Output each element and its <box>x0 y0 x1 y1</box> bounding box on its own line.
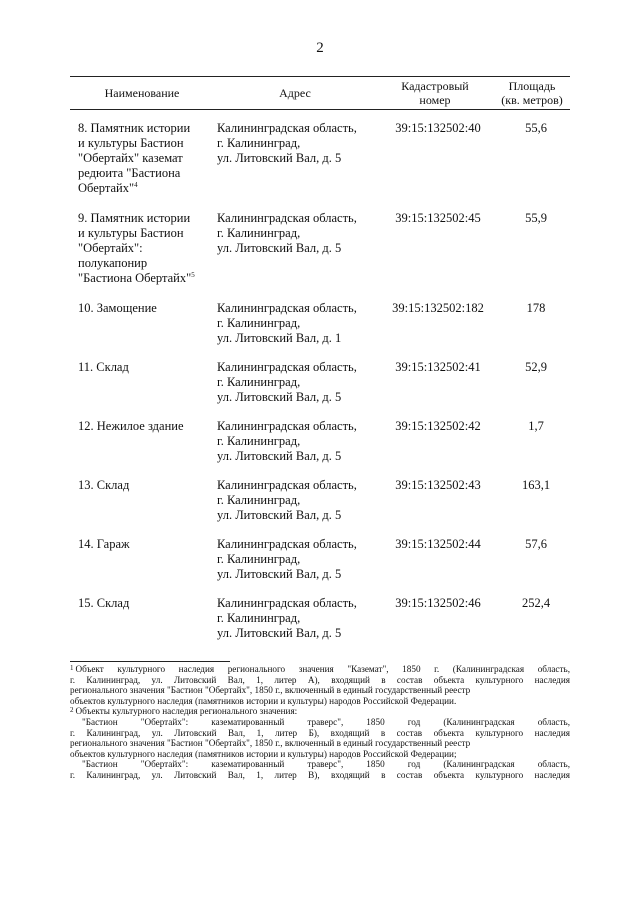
footnote-line <box>70 696 570 707</box>
row-name-text: редюита "Бастиона <box>78 166 181 180</box>
footnote-text: "Бастион "Обертайх": казематированный траверс", 1850 год (Калининградская область, <box>82 716 570 727</box>
row-area: 178 <box>526 301 546 315</box>
table-row <box>70 537 570 596</box>
row-address-line: г. Калининград, <box>217 611 301 625</box>
row-address-line: ул. Литовский Вал, д. 1 <box>217 331 342 345</box>
row-name <box>78 478 214 493</box>
row-cadastral: 39:15:132502:182 <box>392 301 484 315</box>
footnote-line <box>70 728 570 739</box>
row-cadastral: 39:15:132502:40 <box>395 121 481 135</box>
row-address-line: г. Калининград, <box>217 136 301 150</box>
footnote-line <box>70 749 570 760</box>
row-name-text: 10. Замощение <box>78 301 157 315</box>
footnote-divider <box>70 661 230 662</box>
row-address-line: Калининградская область, <box>217 211 357 225</box>
row-address-line: Калининградская область, <box>217 121 357 135</box>
row-name-text: полукапонир <box>78 256 148 270</box>
row-address-line: г. Калининград, <box>217 316 301 330</box>
row-address-line: ул. Литовский Вал, д. 5 <box>217 626 342 640</box>
row-name-line <box>78 596 214 611</box>
row-name <box>78 596 214 611</box>
row-name-line <box>78 226 214 241</box>
row-area: 1,7 <box>528 419 544 433</box>
row-address-line: г. Калининград, <box>217 434 301 448</box>
footnote-line <box>70 738 570 749</box>
row-cadastral: 39:15:132502:41 <box>395 360 481 374</box>
header-cadastral <box>376 77 494 109</box>
row-name-text: 13. Склад <box>78 478 130 492</box>
row-address <box>217 419 377 464</box>
row-cadastral: 39:15:132502:44 <box>395 537 481 551</box>
row-name-line <box>78 121 214 136</box>
row-area: 55,6 <box>525 121 547 135</box>
row-address-line: Калининградская область, <box>217 419 357 433</box>
row-name-line <box>78 360 214 375</box>
header-cadastral-line: номер <box>419 93 451 107</box>
row-address <box>217 211 377 256</box>
row-address-line: ул. Литовский Вал, д. 5 <box>217 390 342 404</box>
header-name: Наименование <box>104 86 180 100</box>
row-address-line: г. Калининград, <box>217 375 301 389</box>
page-number: 2 <box>316 40 324 56</box>
row-address <box>217 596 377 641</box>
row-name-text: и культуры Бастион <box>78 136 184 150</box>
row-cadastral: 39:15:132502:46 <box>395 596 481 610</box>
row-name <box>78 121 214 196</box>
table-row <box>70 360 570 419</box>
row-address-line: ул. Литовский Вал, д. 5 <box>217 567 342 581</box>
row-name-text: "Обертайх" каземат <box>78 151 183 165</box>
row-name-line <box>78 181 214 196</box>
footnote-text: регионального значения "Бастион "Обертайх", 1850 г., включенный в единый государственный реестр <box>70 685 471 696</box>
footnote-text: г. Калининград, ул. Литовский Вал, 1, литер Б), входящий в состав объекта культурного наследия <box>70 727 570 738</box>
row-name-text: 11. Склад <box>78 360 129 374</box>
row-name-text: 15. Склад <box>78 596 130 610</box>
table-row <box>70 596 570 655</box>
row-name <box>78 419 214 434</box>
row-name-text: и культуры Бастион <box>78 226 184 240</box>
row-name-line <box>78 166 214 181</box>
row-name-text: "Бастиона Обертайх" <box>78 271 192 285</box>
footnote-line <box>70 706 570 717</box>
row-address-line: г. Калининград, <box>217 552 301 566</box>
row-address-line: Калининградская область, <box>217 301 357 315</box>
table-header <box>70 76 570 110</box>
row-name-text: 9. Памятник истории <box>78 211 191 225</box>
footnote-text: объектов культурного наследия (памятников истории и культуры) народов Российской Федерации. <box>70 695 457 706</box>
footnote-text: г. Калининград, ул. Литовский Вал, 1, литер В), входящий в состав объекта культурного наследия <box>70 769 570 780</box>
row-address <box>217 301 377 346</box>
footnote-number: 2 <box>70 706 74 715</box>
row-cadastral: 39:15:132502:42 <box>395 419 481 433</box>
footnote-line <box>70 685 570 696</box>
row-name <box>78 537 214 552</box>
footnote-line <box>70 717 570 728</box>
table-row <box>70 301 570 360</box>
row-address-line: ул. Литовский Вал, д. 5 <box>217 241 342 255</box>
footnote-line <box>70 664 570 675</box>
footnote-line <box>70 759 570 770</box>
footnote-text: Объекты культурного наследия регионального значения: <box>75 706 298 717</box>
row-address-line: Калининградская область, <box>217 360 357 374</box>
row-name-text: Обертайх" <box>78 181 135 195</box>
table-body <box>70 121 570 655</box>
row-address <box>217 360 377 405</box>
header-cadastral-line: Кадастровый <box>401 79 469 93</box>
row-name-line <box>78 256 214 271</box>
row-address <box>217 537 377 582</box>
row-name-text: 14. Гараж <box>78 537 130 551</box>
row-name <box>78 301 214 316</box>
row-area: 57,6 <box>525 537 547 551</box>
row-area: 252,4 <box>521 596 551 610</box>
footnote-ref: 5 <box>191 271 195 279</box>
row-area: 55,9 <box>525 211 547 225</box>
row-address-line: ул. Литовский Вал, д. 5 <box>217 508 342 522</box>
row-name-line <box>78 136 214 151</box>
row-name-line <box>78 271 214 286</box>
row-address <box>217 478 377 523</box>
footnote-line <box>70 675 570 686</box>
row-name-line <box>78 241 214 256</box>
row-name-line <box>78 151 214 166</box>
row-name <box>78 360 214 375</box>
row-address-line: ул. Литовский Вал, д. 5 <box>217 151 342 165</box>
footnote-number: 1 <box>70 664 74 672</box>
footnote-text: регионального значения "Бастион "Обертайх", 1850 г., включенный в единый государственный реестр <box>70 738 471 749</box>
row-area: 163,1 <box>521 478 551 492</box>
row-address-line: г. Калининград, <box>217 226 301 240</box>
row-name-text: 8. Памятник истории <box>78 121 191 135</box>
header-area-line: Площадь <box>508 79 556 93</box>
row-name <box>78 211 214 286</box>
row-name-text: 12. Нежилое здание <box>78 419 184 433</box>
row-name-line <box>78 419 214 434</box>
row-name-line <box>78 537 214 552</box>
row-name-text: "Обертайх": <box>78 241 143 255</box>
row-address-line: г. Калининград, <box>217 493 301 507</box>
row-cadastral: 39:15:132502:45 <box>395 211 481 225</box>
footnote-line <box>70 770 570 781</box>
row-area: 52,9 <box>525 360 547 374</box>
footnote-text: Объект культурного наследия регионального значения "Каземат", 1850 г. (Калининградская область, <box>75 664 570 674</box>
header-area-line: (кв. метров) <box>501 93 563 107</box>
table-row <box>70 419 570 478</box>
row-address <box>217 121 377 166</box>
row-address-line: Калининградская область, <box>217 478 357 492</box>
row-address-line: ул. Литовский Вал, д. 5 <box>217 449 342 463</box>
table-row <box>70 121 570 211</box>
footnote-text: "Бастион "Обертайх": казематированный траверс", 1850 год (Калининградская область, <box>82 759 570 770</box>
table-row <box>70 211 570 301</box>
footnote-text: объектов культурного наследия (памятников истории и культуры) народов Российской Федерации; <box>70 748 457 759</box>
row-cadastral: 39:15:132502:43 <box>395 478 481 492</box>
header-area <box>494 77 570 109</box>
footnote-text: г. Калининград, ул. Литовский Вал, 1, литер А), входящий в состав объекта культурного наследия <box>70 674 570 685</box>
footnote-ref: 4 <box>134 181 138 189</box>
header-address: Адрес <box>279 86 311 100</box>
row-name-line <box>78 211 214 226</box>
row-name-line <box>78 301 214 316</box>
row-name-line <box>78 478 214 493</box>
table-row <box>70 478 570 537</box>
row-address-line: Калининградская область, <box>217 537 357 551</box>
footnotes <box>70 664 570 781</box>
row-address-line: Калининградская область, <box>217 596 357 610</box>
